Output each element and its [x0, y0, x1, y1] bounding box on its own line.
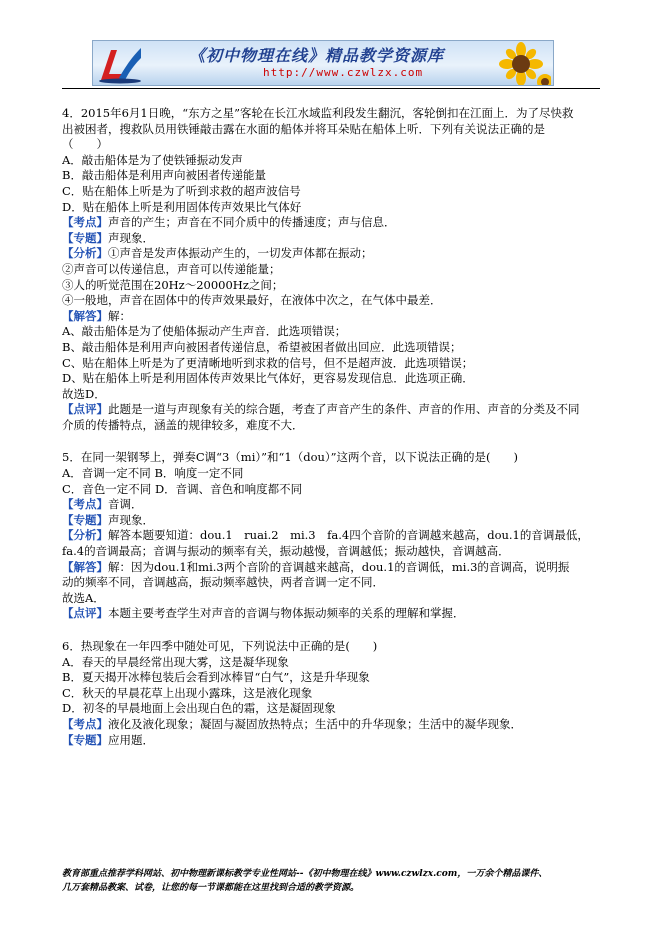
line-text: A．春天的早晨经常出现大雾，这是凝华现象 — [62, 654, 289, 669]
text-line — [62, 387, 602, 403]
line-text: D．贴在船体上听是利用固体传声效果比气体好 — [62, 199, 302, 214]
text-line — [62, 122, 602, 138]
line-text: 声现象． — [108, 512, 154, 527]
text-line — [62, 606, 602, 622]
text-line — [62, 591, 602, 607]
header-rule — [62, 88, 600, 89]
text-line — [62, 137, 602, 153]
line-text: 出被困者，搜救队员用铁锤敲击露在水面的船体并将耳朵贴在船体上听．下列有关说法正确的是 — [62, 121, 545, 136]
line-text: ④一般地，声音在固体中的传声效果最好，在液体中次之，在气体中最差． — [62, 293, 442, 308]
line-text: 介质的传播特点，涵盖的规律较多，难度不大． — [62, 417, 304, 432]
footer-line-1: 教育部重点推荐学科网站、初中物理新课标教学专业性网站--《初中物理在线》www.czwlzx.com，一万余个精品课件、 — [62, 869, 548, 879]
line-text: 音调． — [108, 497, 143, 512]
sunflower-icon — [491, 42, 551, 86]
section-tag: 【解答】 — [62, 559, 108, 574]
text-line — [62, 106, 602, 122]
footer-line-2: 几万套精品教案、试卷，让您的每一节课都能在这里找到合适的教学资源。 — [62, 883, 360, 893]
text-line — [62, 418, 602, 434]
line-text: A．敲击船体是为了使铁锤振动发声 — [62, 152, 243, 167]
text-line — [62, 560, 602, 576]
section-tag: 【专题】 — [62, 732, 108, 747]
line-text: 故选D． — [62, 386, 106, 401]
question-6 — [62, 639, 602, 748]
line-text: C．秋天的早晨花草上出现小露珠，这是液化现象 — [62, 685, 313, 700]
text-line — [62, 340, 602, 356]
text-line — [62, 356, 602, 372]
text-line — [62, 371, 602, 387]
line-text: 4．2015年6月1日晚，“东方之星”客轮在长江水域监利段发生翻沉，客轮倒扣在江面上．为了尽快救 — [62, 106, 574, 120]
section-tag: 【专题】 — [62, 512, 108, 527]
text-line — [62, 733, 602, 749]
text-line — [62, 466, 602, 482]
section-tag: 【考点】 — [62, 716, 108, 731]
text-line — [62, 278, 602, 294]
section-tag: 【专题】 — [62, 230, 108, 245]
line-text: A．音调一定不同 B．响度一定不同 — [62, 466, 244, 481]
section-tag: 【点评】 — [62, 606, 108, 621]
line-text: 声音的产生；声音在不同介质中的传播速度；声与信息． — [108, 215, 396, 230]
text-line — [62, 262, 602, 278]
text-line — [62, 686, 602, 702]
line-text: ③人的听觉范围在20Hz～20000Hz之间； — [62, 277, 284, 292]
line-text: （ ） — [62, 137, 108, 152]
line-text: C．贴在船体上听是为了听到求救的超声波信号 — [62, 183, 301, 198]
text-line — [62, 528, 602, 544]
section-tag: 【分析】 — [62, 246, 108, 261]
section-tag: 【解答】 — [62, 308, 108, 323]
banner-url: http://www.czwlzx.com — [263, 66, 424, 79]
text-line — [62, 639, 602, 655]
footer — [62, 867, 602, 895]
line-text: 解：因为dou.1和mi.3两个音阶的音调越来越高，dou.1的音调低，mi.3的音调高，说明振 — [108, 559, 570, 574]
header-banner — [92, 40, 554, 86]
text-line — [62, 184, 602, 200]
line-text: 本题主要考查学生对声音的音调与物体振动频率的关系的理解和掌握． — [108, 606, 465, 621]
text-line — [62, 655, 602, 671]
line-text: ①声音是发声体振动产生的，一切发声体都在振动； — [108, 246, 373, 261]
line-text: ②声音可以传递信息，声音可以传递能量； — [62, 261, 281, 276]
line-text: 6．热现象在一年四季中随处可见，下列说法中正确的是( ) — [62, 639, 378, 653]
line-text: 解答本题要知道：dou.1 ruai.2 mi.3 fa.4四个音阶的音调越来越高，dou.1的音调最低， — [108, 528, 589, 543]
line-text: B．夏天揭开冰棒包装后会看到冰棒冒“白气”，这是升华现象 — [62, 670, 370, 685]
text-line — [62, 575, 602, 591]
text-line — [62, 324, 602, 340]
line-text: 声现象． — [108, 230, 154, 245]
document-body — [62, 106, 602, 748]
line-text: 解： — [108, 308, 131, 323]
text-line — [62, 293, 602, 309]
text-line — [62, 544, 602, 560]
line-text: 应用题． — [108, 732, 154, 747]
text-line — [62, 309, 602, 325]
line-text: 动的频率不同，音调越高，振动频率越快，两者音调一定不同． — [62, 575, 384, 590]
text-line — [62, 168, 602, 184]
question-5 — [62, 450, 602, 622]
text-line — [62, 450, 602, 466]
line-text: fa.4的音调最高；音调与振动的频率有关，振动越慢，音调越低；振动越快，音调越高． — [62, 544, 510, 559]
text-line — [62, 497, 602, 513]
text-line — [62, 200, 602, 216]
line-text: B、敲击船体是利用声向被困者传递信息，希望被困者做出回应．此选项错误； — [62, 339, 462, 354]
line-text: C、贴在船体上听是为了更清晰地听到求救的信号，但不是超声波．此选项错误； — [62, 355, 474, 370]
section-tag: 【考点】 — [62, 497, 108, 512]
line-text: C．音色一定不同 D．音调、音色和响度都不同 — [62, 481, 303, 496]
site-logo-icon — [97, 44, 143, 84]
section-tag: 【考点】 — [62, 215, 108, 230]
line-text: 液化及液化现象；凝固与凝固放热特点；生活中的升华现象；生活中的凝华现象． — [108, 716, 522, 731]
line-text: 5．在同一架钢琴上，弹奏C调“3（mi）”和“1（dou）”这两个音，以下说法正确的是( ) — [62, 450, 519, 465]
text-line — [62, 231, 602, 247]
text-line — [62, 215, 602, 231]
line-text: 故选A． — [62, 590, 105, 605]
line-text: 此题是一道与声现象有关的综合题，考查了声音产生的条件、声音的作用、声音的分类及不同 — [108, 402, 580, 417]
question-4 — [62, 106, 602, 433]
line-text: D．初冬的早晨地面上会出现白色的霜，这是凝固现象 — [62, 701, 336, 716]
line-text: D、贴在船体上听是利用固体传声效果比气体好，更容易发现信息．此选项正确． — [62, 371, 474, 386]
text-line — [62, 482, 602, 498]
text-line — [62, 402, 602, 418]
text-line — [62, 246, 602, 262]
text-line — [62, 717, 602, 733]
banner-title: 《初中物理在线》精品教学资源库 — [189, 46, 445, 65]
line-text: B．敲击船体是利用声向被困者传递能量 — [62, 168, 266, 183]
section-tag: 【点评】 — [62, 402, 108, 417]
text-line — [62, 701, 602, 717]
text-line — [62, 670, 602, 686]
text-line — [62, 153, 602, 169]
line-text: A、敲击船体是为了使船体振动产生声音．此选项错误； — [62, 324, 347, 339]
text-line — [62, 513, 602, 529]
section-tag: 【分析】 — [62, 528, 108, 543]
